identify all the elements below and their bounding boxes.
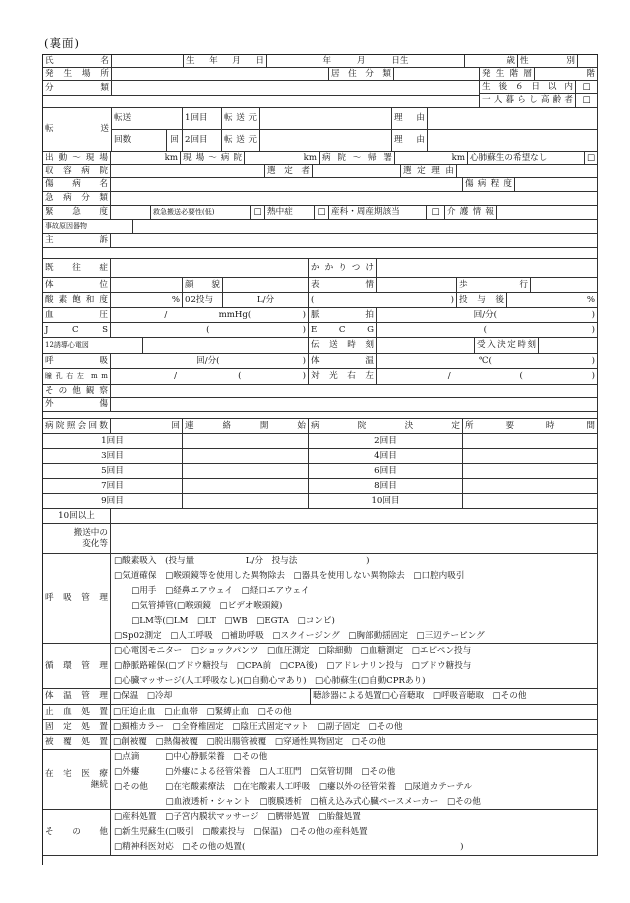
inquiry-row-label: 6回目 xyxy=(309,464,463,479)
hemostasis-options: □圧迫止血 □止血帯 □緊縛止血 □その他 xyxy=(111,705,598,720)
history-field[interactable] xyxy=(111,259,309,278)
acute-category-field[interactable] xyxy=(111,192,598,206)
inquiry-row-label: 8回目 xyxy=(309,479,463,494)
paren-close: ) xyxy=(591,371,595,382)
chief-complaint-field[interactable] xyxy=(111,234,598,248)
paren-open: ( xyxy=(311,294,315,305)
respiration-field[interactable] xyxy=(111,354,309,369)
option-line[interactable]: □静脈路確保(□ブドウ糖投与 □CPA前 □CPA後) □アドレナリン投与 □ブドウ糖投与 xyxy=(114,660,472,671)
no-cpr-label: 心肺蘇生の希望なし xyxy=(468,152,585,165)
inquiry-time-field[interactable] xyxy=(463,494,598,509)
inquiry-row-label: 3回目 xyxy=(43,449,183,464)
change-label-1: 搬送中の xyxy=(73,527,108,538)
respiratory-options xyxy=(111,554,598,644)
inquiry-row-label: 4回目 xyxy=(309,449,463,464)
selection-reason-label: 選 定 理 由 xyxy=(401,165,457,178)
option-line[interactable]: □気管挿管(□喉頭鏡 □ビデオ喉頭鏡) xyxy=(114,600,283,611)
hospital-office-km: km xyxy=(395,152,468,165)
transfer-label: 転 送 xyxy=(43,108,112,152)
history-label: 既 往 症 xyxy=(43,259,111,278)
ecg-field[interactable] xyxy=(377,323,598,338)
complaint-extra-row[interactable] xyxy=(43,248,598,259)
transfer-sub-label: 転送 xyxy=(112,108,183,130)
jcs-label: J C S xyxy=(43,323,111,338)
receiving-hospital-label: 収 容 病 院 xyxy=(43,165,111,178)
option-line[interactable]: □新生児蘇生(□吸引 □酸素投与 □保温) □その他の産科処置 xyxy=(114,827,368,837)
severity-field[interactable] xyxy=(515,178,598,192)
place-field[interactable] xyxy=(112,68,329,81)
paren-close: ) xyxy=(302,309,306,320)
resp-unit: 回/分( xyxy=(196,355,220,366)
home-label-2: 継続 xyxy=(90,779,108,790)
inquiry-row-label: 1回目 xyxy=(43,434,183,449)
transfer-origin-1-label: 転 送 元 xyxy=(222,108,260,130)
bp-label: 血 圧 xyxy=(43,308,111,323)
transfer-reason-1-label: 理 由 xyxy=(392,108,428,130)
heatstroke-checkbox[interactable]: □ xyxy=(315,206,329,220)
inquiry-row-label: 9回目 xyxy=(43,494,183,509)
paren-close: ) xyxy=(591,309,595,320)
pulse-unit: 回/分( xyxy=(473,309,498,320)
home-label-1: 在宅医療 xyxy=(45,768,108,779)
paren-open: ( xyxy=(519,371,523,382)
within-6-days-label: 生 後 ６ 日 以 内 xyxy=(480,81,576,94)
floor-label: 発 生 階 層 xyxy=(480,68,535,81)
other-treatment-label: そ の 他 xyxy=(43,810,111,856)
option-line[interactable]: □血液透析・シャント □腹膜透析 □植え込み式心臓ペースメーカー □その他 xyxy=(114,796,481,807)
receiving-hospital-field[interactable] xyxy=(111,165,265,178)
option-line[interactable]: □心電図モニター □ショックパンツ □血圧測定 □除細動 □血糖測定 □エピペン投与 xyxy=(114,645,472,656)
spo2-pct: % xyxy=(111,293,183,308)
pupil-slash: / xyxy=(174,371,178,382)
accident-object-field[interactable] xyxy=(133,220,598,234)
option-line[interactable]: □LM等(□LM □LT □WB □EGTA □コンビ) xyxy=(114,615,335,626)
respiration-label: 呼 吸 xyxy=(43,354,111,369)
birth-date-label: 生 年 月 日 xyxy=(184,55,267,68)
position-field[interactable] xyxy=(111,278,183,293)
residence-field[interactable] xyxy=(394,68,480,81)
option-line[interactable]: □用手 □経鼻エアウェイ □経口エアウェイ xyxy=(114,585,310,596)
paren-open: ( xyxy=(206,324,210,335)
ten-plus-field[interactable] xyxy=(111,509,598,524)
care-info-label: 介 護 情 報 xyxy=(445,206,497,220)
paren-close: ) xyxy=(450,294,454,305)
transfer-reason-2-label: 理 由 xyxy=(392,130,428,152)
transfer-count-label: 回数 xyxy=(112,130,167,152)
after-dose-label: 投 与 後 xyxy=(457,293,507,308)
option-line[interactable]: □その他 □在宅酸素療法 □在宅酸素人工呼吸 □瘻以外の径管栄養 □尿道カテーテル xyxy=(114,781,473,792)
dispatch-scene-label: 出 動 ～ 現 場 xyxy=(43,152,111,165)
sex-label: 性 別 xyxy=(518,55,578,68)
ten-plus-label: 10回以上 xyxy=(43,509,111,524)
temperature-management-label: 体 温 管 理 xyxy=(43,689,111,705)
low-urgency-label: 救急搬送必要性(低) xyxy=(151,206,251,220)
ecg-label: E C G xyxy=(309,323,377,338)
transfer-reason-1-field[interactable] xyxy=(428,108,598,130)
sex-field[interactable] xyxy=(578,55,598,68)
name-field[interactable] xyxy=(112,55,184,68)
transfer-count-unit: 回 xyxy=(167,130,183,152)
inquiry-time-field[interactable] xyxy=(183,449,309,464)
inquiry-row-label: 10回目 xyxy=(309,494,463,509)
urgency-field[interactable] xyxy=(111,206,151,220)
pulse-label: 脈 拍 xyxy=(309,308,377,323)
temperature-label: 体 温 xyxy=(309,354,377,369)
record-form-grid xyxy=(42,54,598,865)
transmit-time-label: 伝 送 時 刻 xyxy=(309,338,377,354)
expression-label: 表 情 xyxy=(309,278,377,293)
covering-options: □創被覆 □熱傷被覆 □脱出腸管被覆 □穿通性異物固定 □その他 xyxy=(111,735,598,750)
selector-label: 選 定 者 xyxy=(265,165,313,178)
paren-close: ) xyxy=(302,324,306,335)
other-observation-label: そ の 他 観 察 xyxy=(43,385,111,398)
selector-field[interactable] xyxy=(313,165,401,178)
transport-change-label xyxy=(43,524,111,554)
inquiry-time-field[interactable] xyxy=(463,434,598,449)
expression-field[interactable] xyxy=(377,278,457,293)
trauma-label: 外 傷 xyxy=(43,398,111,412)
inquiry-count-label: 病 院 照 会 回 数 xyxy=(43,419,111,434)
fixation-options: □頚椎カラー □全脊椎固定 □陰圧式固定マット □副子固定 □その他 xyxy=(111,720,598,735)
category-label: 分 類 xyxy=(43,81,112,96)
injury-name-field[interactable] xyxy=(111,178,463,192)
paren-close: ) xyxy=(591,355,595,366)
hospital-office-label: 病 院 ～ 帰 署 xyxy=(320,152,395,165)
injury-name-label: 傷 病 名 xyxy=(43,178,111,192)
paren-close: ) xyxy=(591,324,595,335)
scene-hospital-label: 現 場 ～ 病 院 xyxy=(181,152,245,165)
temperature-options: □保温 □冷却 xyxy=(111,689,311,705)
temperature-field[interactable] xyxy=(377,354,598,369)
pupil-size-label: 瞳 孔 右 左 m m xyxy=(43,369,111,385)
pupil-field[interactable] xyxy=(111,369,309,385)
option-line[interactable]: □外瘻 □外瘻による径管栄養 □人工肛門 □気管切開 □その他 xyxy=(114,766,396,777)
inquiry-time-field[interactable] xyxy=(183,434,309,449)
dispatch-km: km xyxy=(111,152,181,165)
transfer-origin-1-field[interactable] xyxy=(260,108,392,130)
circulation-options xyxy=(111,644,598,689)
inquiry-time-field[interactable] xyxy=(463,464,598,479)
paren-close: ) xyxy=(302,355,306,366)
birth-date-field: 年 月 日生 xyxy=(267,55,465,68)
bp-unit: mmHg( xyxy=(218,309,252,320)
walk-field[interactable] xyxy=(531,278,598,293)
covering-label: 被 覆 処 置 xyxy=(43,735,111,750)
face-field[interactable] xyxy=(223,278,309,293)
inquiry-time-field[interactable] xyxy=(183,464,309,479)
inquiry-count-unit: 回 xyxy=(111,419,183,434)
obstetric-checkbox[interactable]: □ xyxy=(427,206,445,220)
obstetric-label: 産科・周産期該当 xyxy=(329,206,427,220)
home-care-options xyxy=(111,750,598,810)
light-reflex-label: 対 光 右 左 xyxy=(309,369,377,385)
hospital-decision-label: 病 院 決 定 xyxy=(309,419,463,434)
inquiry-row-label: 7回目 xyxy=(43,479,183,494)
bp-slash: / xyxy=(164,309,168,320)
accident-object-label: 事故原因器物 xyxy=(43,220,133,234)
elderly-alone-label: 一 人 暮 ら し 高 齢 者 xyxy=(480,94,576,108)
light-slash: / xyxy=(447,371,451,382)
transfer-origin-2-field[interactable] xyxy=(260,130,392,152)
category-field[interactable] xyxy=(112,81,480,96)
duration-label: 所 要 時 間 xyxy=(463,419,598,434)
severity-label: 傷 病 程 度 xyxy=(463,178,515,192)
option-line[interactable]: □心臓マッサージ(人工呼吸なし)(□自動心マあり) □心肺蘇生(□自動CPRあり) xyxy=(114,675,426,686)
age-unit: 歳 xyxy=(465,55,518,68)
light-reflex-field[interactable] xyxy=(377,369,598,385)
respiratory-management-label: 呼 吸 管 理 xyxy=(43,554,111,644)
trauma-extra-row[interactable] xyxy=(43,412,598,419)
pulse-field[interactable] xyxy=(377,308,598,323)
12-lead-ecg-field[interactable] xyxy=(143,338,309,354)
o2-method-field[interactable] xyxy=(309,293,457,308)
accept-time-label: 受 入 決 定 時 刻 xyxy=(475,338,539,354)
trauma-field[interactable] xyxy=(111,398,598,412)
page-title: (裏面) xyxy=(44,36,80,50)
inquiry-time-field[interactable] xyxy=(463,449,598,464)
auscultation-options: 聴診器による処置□心音聴取 □呼吸音聴取 □その他 xyxy=(311,689,598,705)
inquiry-time-field[interactable] xyxy=(183,479,309,494)
care-info-field[interactable] xyxy=(497,206,598,220)
option-line[interactable]: □酸素吸入 (投与量 L/分 投与法 ) xyxy=(114,555,370,566)
spo2-label: 酸 素 飽 和 度 xyxy=(43,293,111,308)
acute-category-label: 急 病 分 類 xyxy=(43,192,111,206)
contact-start-label: 連 絡 開 始 xyxy=(183,419,309,434)
paren-close: ) xyxy=(302,371,306,382)
after-dose-pct: % xyxy=(507,293,598,308)
family-doctor-label: か か り つ け xyxy=(309,259,377,278)
inquiry-row-label: 5回目 xyxy=(43,464,183,479)
12-lead-ecg-label: 12誘導心電図 xyxy=(43,338,143,354)
home-care-label xyxy=(43,750,111,810)
selection-reason-field[interactable] xyxy=(457,165,598,178)
inquiry-time-field[interactable] xyxy=(183,494,309,509)
scene-hospital-km: km xyxy=(245,152,320,165)
option-line[interactable]: □Sp02測定 □人工呼吸 □補助呼吸 □スクイージング □胸部動揺固定 □三辺テーピング xyxy=(114,630,485,641)
transport-change-field[interactable] xyxy=(111,524,598,554)
walk-label: 歩 行 xyxy=(457,278,531,293)
circulation-management-label: 循 環 管 理 xyxy=(43,644,111,689)
jcs-field[interactable] xyxy=(111,323,309,338)
other-treatment-options xyxy=(111,810,598,856)
elderly-alone-checkbox[interactable]: □ xyxy=(576,94,598,108)
paren-open: ( xyxy=(238,371,242,382)
paren-open: ( xyxy=(483,324,487,335)
blank-row[interactable] xyxy=(43,96,480,108)
transfer-first-label: 1回目 xyxy=(183,108,222,130)
face-label: 顔 貌 xyxy=(183,278,223,293)
transfer-second-label: 2回目 xyxy=(183,130,222,152)
bp-field[interactable] xyxy=(111,308,309,323)
place-label: 発 生 場 所 xyxy=(43,68,112,81)
change-label-2: 変化等 xyxy=(82,538,108,549)
o2-dose-unit: L/分 xyxy=(223,293,309,308)
celsius-unit: ℃( xyxy=(478,355,492,366)
transfer-origin-2-label: 転 送 元 xyxy=(222,130,260,152)
name-label: 氏 名 xyxy=(43,55,112,68)
family-doctor-field[interactable] xyxy=(377,259,598,278)
inquiry-time-field[interactable] xyxy=(463,479,598,494)
low-urgency-checkbox[interactable]: □ xyxy=(251,206,265,220)
chief-complaint-label: 主 訴 xyxy=(43,234,111,248)
urgency-label: 緊 急 度 xyxy=(43,206,111,220)
option-line[interactable]: □精神科医対応 □その他の処置( ) xyxy=(114,842,464,852)
fixation-label: 固 定 処 置 xyxy=(43,720,111,735)
no-cpr-checkbox[interactable]: □ xyxy=(585,152,598,165)
transmit-time-field[interactable] xyxy=(377,338,475,354)
option-line[interactable]: □産科処置 □子宮内膜状マッサージ □臍帯処置 □胎盤処置 xyxy=(114,812,361,822)
other-observation-field[interactable] xyxy=(111,385,598,398)
option-line[interactable]: □気道確保 □喉頭鏡等を使用した異物除去 □器具を使用しない異物除去 □口腔内吸引 xyxy=(114,570,465,581)
o2-dose-label: 02投与 xyxy=(183,293,223,308)
within-6-days-checkbox[interactable]: □ xyxy=(576,81,598,94)
floor-unit: 階 xyxy=(535,68,598,81)
residence-label: 居 住 分 類 xyxy=(329,68,394,81)
option-line[interactable]: □点滴 □中心静脈栄養 □その他 xyxy=(114,751,268,762)
accept-time-field[interactable] xyxy=(539,338,598,354)
heatstroke-label: 熱中症 xyxy=(265,206,315,220)
position-label: 体 位 xyxy=(43,278,111,293)
transfer-reason-2-field[interactable] xyxy=(428,130,598,152)
hemostasis-label: 止 血 処 置 xyxy=(43,705,111,720)
inquiry-row-label: 2回目 xyxy=(309,434,463,449)
